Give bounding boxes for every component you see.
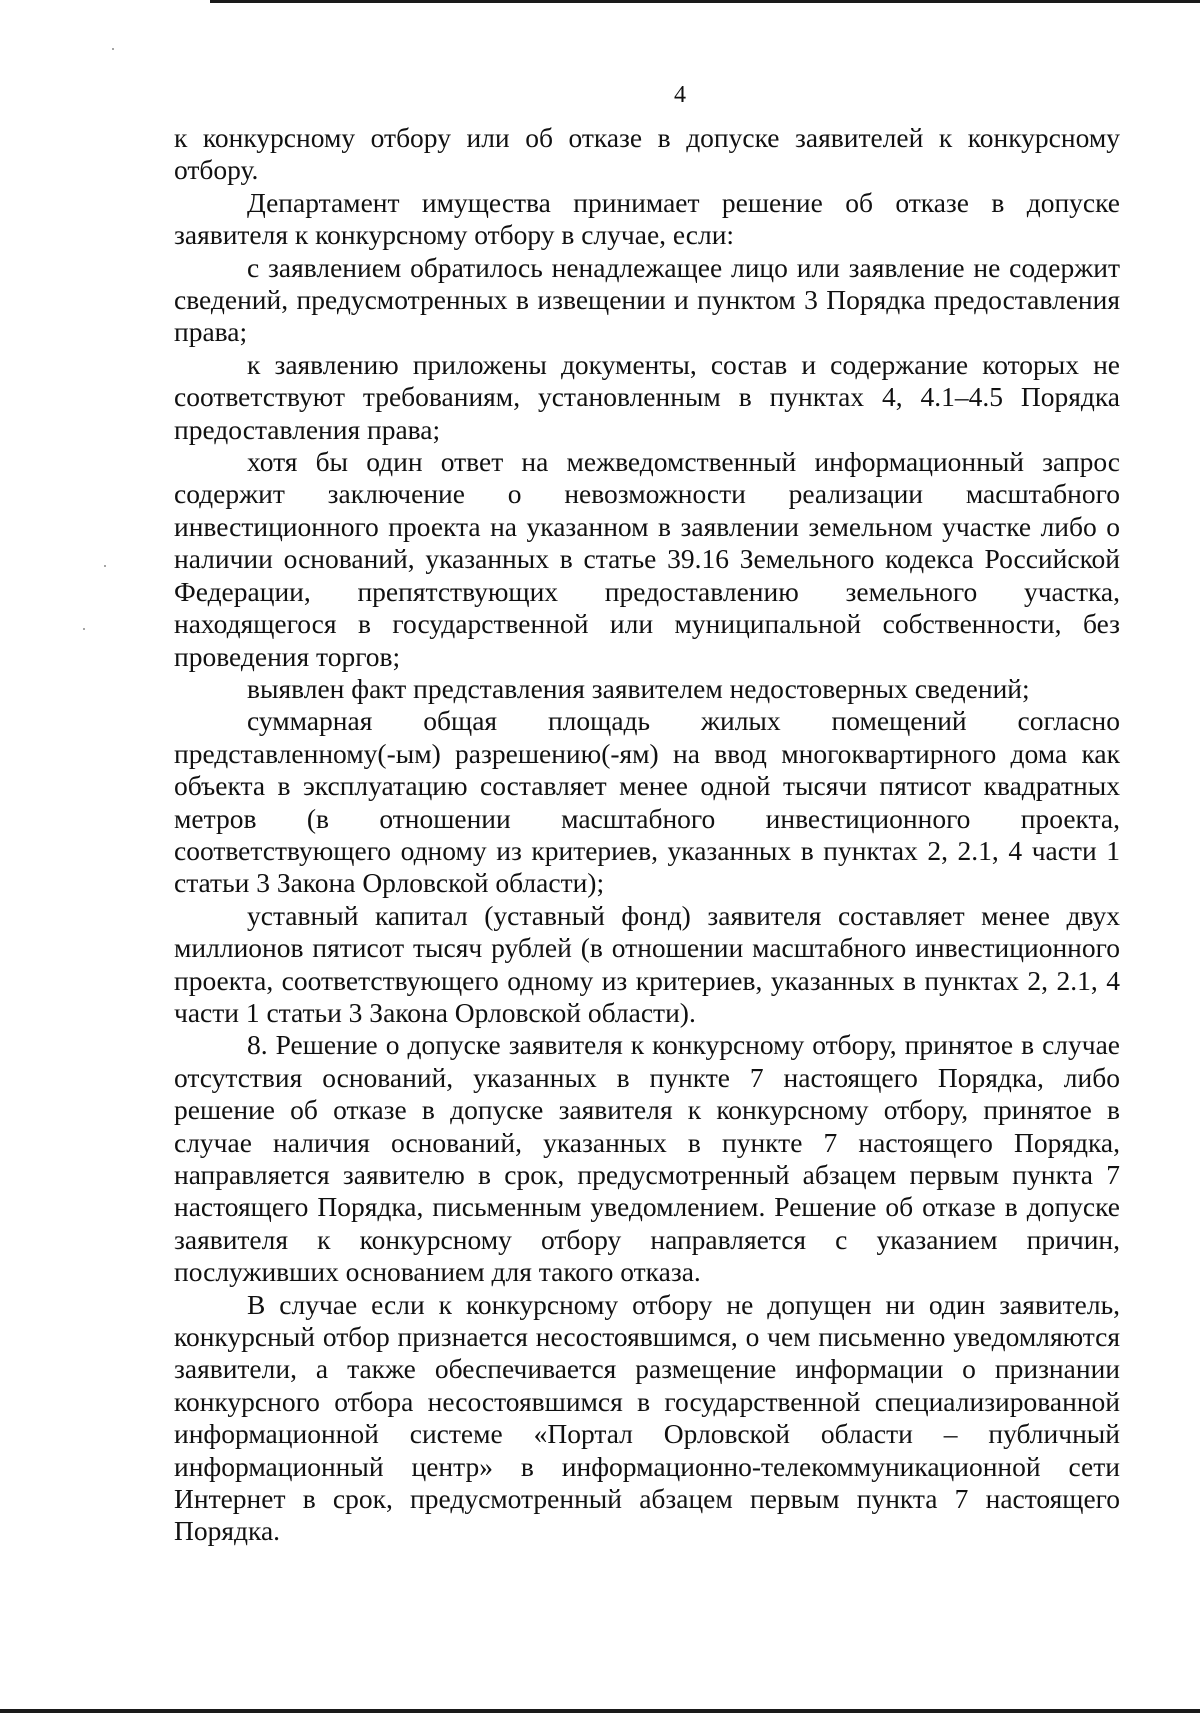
page-number: 4 — [674, 82, 686, 108]
paragraph-ground-capital: уставный капитал (уставный фонд) заявителя составляет менее двух миллионов пятисот тысяч рублей (в отношении масштабного инвестиционного проекта, соответствующего одному из критериев, указанных в пунктах 2, 2.1, 4 части 1 статьи 3 Закона Орловской области). — [174, 899, 1120, 1028]
paragraph-ground-false-info: выявлен факт представления заявителем недостоверных сведений; — [247, 672, 1030, 704]
scan-edge-top — [210, 0, 1200, 3]
paragraph-failed-selection: В случае если к конкурсному отбору не допущен ни один заявитель, конкурсный отбор признается несостоявшимся, о чем письменно уведомляются заявители, а также обеспечивается размещение информации о признании конкурсного отбора несостоявшимся в государственной специализированной информационной системе «Портал Орловской области – публичный информационный центр» в информационно-телекоммуникационной сети Интернет в срок, предусмотренный абзацем первым пункта 7 настоящего Порядка. — [174, 1288, 1120, 1547]
paragraph-ground-living-area: суммарная общая площадь жилых помещений согласно представленному(-ым) разрешению(-ям) на ввод многоквартирного дома как объекта в эксплуатацию составляет менее одной тысячи пятисот квадратных метров (в отношении масштабного инвестиционного проекта, соответствующего одному из критериев, указанных в пунктах 2, 2.1, 4 части 1 статьи 3 Закона Орловской области); — [174, 705, 1120, 899]
scan-speck — [104, 565, 106, 567]
paragraph-ground-improper-person: с заявлением обратилось ненадлежащее лицо или заявление не содержит сведений, предусмотренных в извещении и пунктом 3 Порядка предоставления права; — [174, 251, 1120, 348]
paragraph-ground-documents: к заявлению приложены документы, состав и содержание которых не соответствуют требованиям, установленным в пунктах 4, 4.1–4.5 Порядка предоставления права; — [174, 348, 1120, 445]
scan-edge-bottom — [0, 1709, 1200, 1713]
scan-speck — [112, 48, 114, 50]
paragraph-item-8: 8. Решение о допуске заявителя к конкурсному отбору, принятое в случае отсутствия оснований, указанных в пункте 7 настоящего Порядка, либо решение об отказе в допуске заявителя к конкурсному отбору, принятое в случае наличия оснований, указанных в пункте 7 настоящего Порядка, направляется заявителю в срок, предусмотренный абзацем первым пункта 7 настоящего Порядка, письменным уведомлением. Решение об отказе в допуске заявителя к конкурсному отбору направляется с указанием причин, послуживших основанием для такого отказа. — [174, 1029, 1120, 1288]
paragraph-ground-interagency-response: хотя бы один ответ на межведомственный информационный запрос содержит заключение о невозможности реализации масштабного инвестиционного проекта на указанном в заявлении земельном участке либо о наличии оснований, указанных в статье 39.16 Земельного кодекса Российской Федерации, препятствующих предоставлению земельного участка, находящегося в государственной или муниципальной собственности, без проведения торгов; — [174, 446, 1120, 672]
paragraph-refusal-decision: Департамент имущества принимает решение об отказе в допуске заявителя к конкурсному отбору в случае, если: — [174, 186, 1120, 251]
paragraph-continuation: к конкурсному отбору или об отказе в допуске заявителей к конкурсному отбору. — [174, 122, 1120, 186]
document-body — [174, 122, 1120, 1548]
scan-speck — [83, 628, 85, 630]
